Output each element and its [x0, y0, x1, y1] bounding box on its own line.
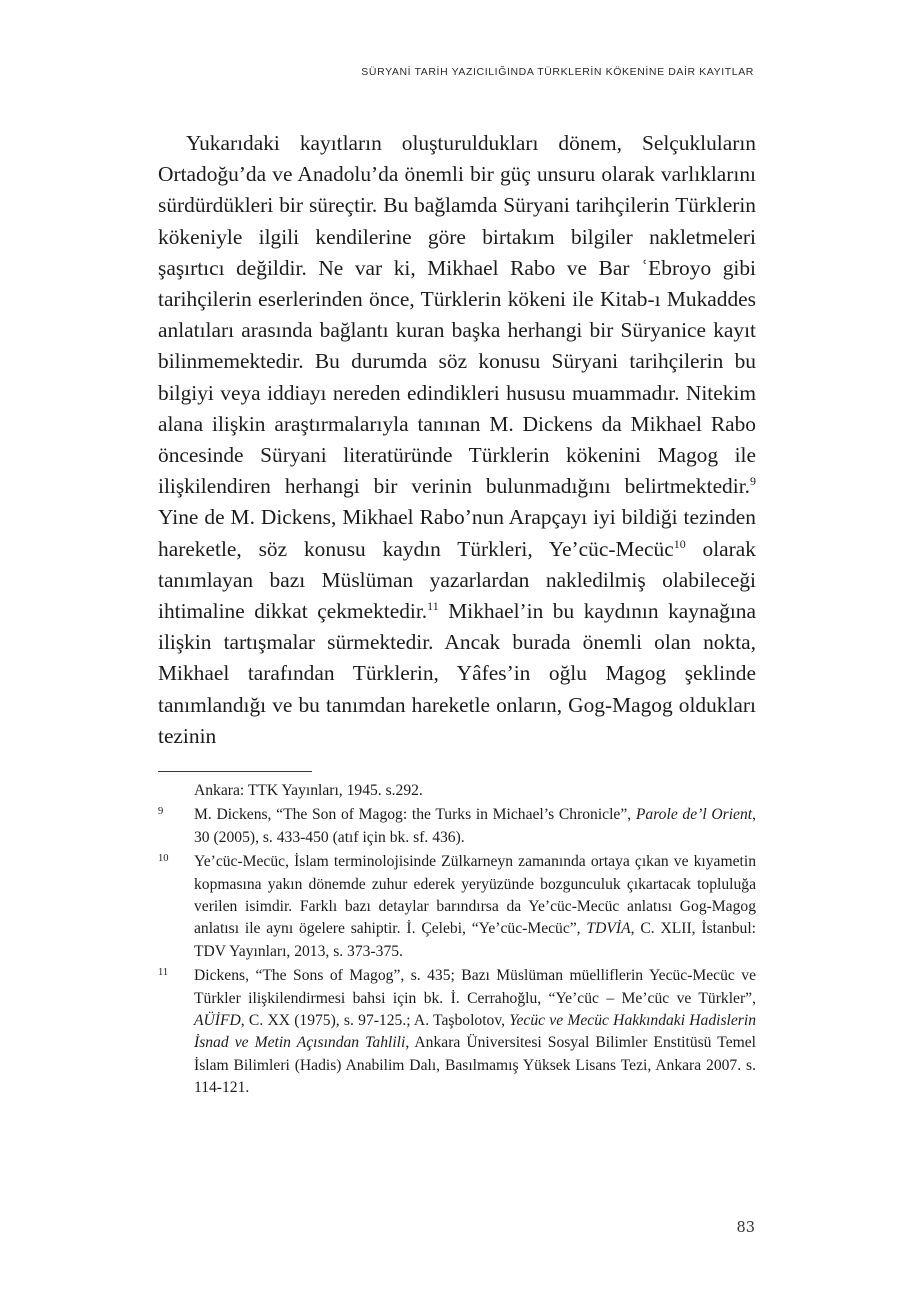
- footnote-number: 10: [158, 853, 169, 865]
- footnote-11: [158, 965, 756, 1099]
- footnote-ref-10[interactable]: 10: [673, 536, 686, 551]
- footnote-number: 11: [158, 967, 169, 979]
- footnote-ref-11[interactable]: 11: [427, 599, 439, 614]
- footnote-ref-9[interactable]: 9: [750, 474, 756, 489]
- footnote-9: [158, 804, 756, 849]
- footnote-divider: [158, 771, 312, 772]
- footnotes-section: [158, 780, 756, 1102]
- body-text-part: Mikhael’in bu kaydının kaynağına ilişkin tartışmalar sürmektedir. Ancak burada önemli olan nokta, Mikhael tarafından Türklerin, Yâfes’in oğlu Magog şeklinde tanımlandığı ve bu tanımdan hareketle onların, Gog-Magog oldukları tezinin: [158, 599, 756, 748]
- body-text-part: Yukarıdaki kayıtların oluşturuldukları dönem, Selçukluların Ortadoğu’da ve Anadolu’da önemli bir güç unsuru olarak varlıklarını sürdürdükleri bir süreçtir. Bu bağlamda Süryani tarihçilerin Türklerin kökeniyle ilgili kendilerine göre birtakım bilgiler nakletmeleri şaşırtıcı değildir. Ne var ki, Mikhael Rabo ve Bar ʿEbroyo gibi tarihçilerin eserlerinden önce, Türklerin kökeni ile Kitab-ı Mukaddes anlatıları arasında bağlantı kuran başka herhangi bir Süryanice kayıt bilinmemektedir. Bu durumda söz konusu Süryani tarihçilerin bu bilgiyi veya iddiayı nereden edindikleri hususu muammadır. Nitekim alana ilişkin araştırmalarıyla tanınan M. Dickens da Mikhael Rabo öncesinde Süryani literatüründe Türklerin kökenini Magog ile ilişkilendiren herhangi bir verinin bulunmadığını belirtmektedir.: [158, 131, 756, 499]
- body-text-part: olarak tanımlayan bazı Müslüman yazarlardan nakledilmiş olabileceği ihtimaline dikkat çekmektedir.: [158, 536, 756, 624]
- page-number: 83: [736, 1220, 755, 1236]
- footnote-text: Dickens, “The Sons of Magog”, s. 435; Bazı Müslüman müelliflerin Yecüc-Mecüc ve Türkler ilişkilendirmesi bahsi için bk. İ. Cerrahoğlu, “Ye’cüc – Me’cüc ve Türkler”, AÜİFD, C. XX (1975), s. 97-125.; A. Taşbolotov, Yecüc ve Mecüc Hakkındaki Hadislerin İsnad ve Metin Açısından Tahlili, Ankara Üniversitesi Sosyal Bilimler Enstitüsü Temel İslam Bilimleri (Hadis) Anabilim Dalı, Basılmamış Yüksek Lisans Tezi, Ankara 2007. s. 114-121.: [194, 967, 757, 1097]
- footnote-10: [158, 851, 756, 963]
- footnote-continuation: Ankara: TTK Yayınları, 1945. s.292.: [194, 782, 423, 799]
- footnote-text: Ye’cüc-Mecüc, İslam terminolojisinde Zülkarneyn zamanında ortaya çıkan ve kıyametin kopmasına yakın dönemde zuhur ederek yeryüzünde bozgunculuk çıkartacak topluluğa verilen isimdir. Farklı bazı detaylar barındırsa da Ye’cüc-Mecüc anlatısı Gog-Magog anlatısı ile aynı ögelere sahiptir. İ. Çelebi, “Ye’cüc-Mecüc”, TDVİA, C. XLII, İstanbul: TDV Yayınları, 2013, s. 373-375.: [194, 853, 756, 960]
- running-header: SÜRYANİ TARİH YAZICILIĞINDA TÜRKLERİN KÖKENİNE DAİR KAYITLAR: [361, 66, 754, 78]
- footnote-text: M. Dickens, “The Son of Magog: the Turks in Michael’s Chronicle”, Parole de’l Orient, 30 (2005), s. 433-450 (atıf için bk. sf. 436).: [194, 806, 756, 846]
- body-paragraph: [158, 128, 756, 752]
- footnote-number: 9: [158, 806, 164, 818]
- body-text-part: Yine de M. Dickens, Mikhael Rabo’nun Arapçayı iyi bildiği tezinden hareketle, söz konusu kaydın Türkleri, Ye’cüc-Mecüc: [158, 505, 756, 561]
